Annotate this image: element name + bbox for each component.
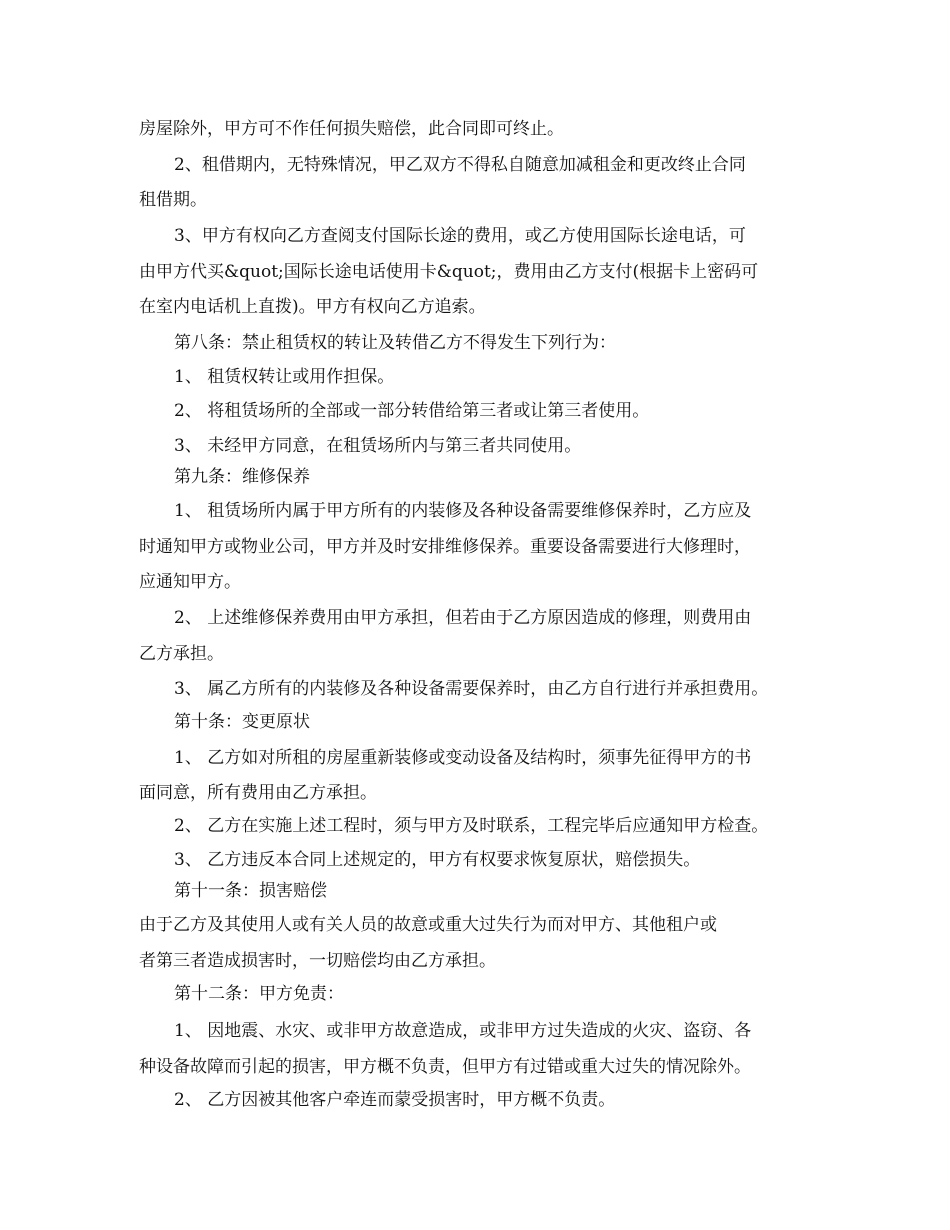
- text-line: 3、 属乙方所有的内装修及各种设备需要保养时，由乙方自行进行并承担费用。: [174, 679, 769, 699]
- text-line: 第十条：变更原状: [174, 712, 310, 732]
- text-line: 1、 租赁权转让或用作担保。: [174, 367, 395, 387]
- text-line: 第十二条：甲方免责：: [174, 984, 344, 1004]
- text-line: 应通知甲方。: [139, 572, 241, 592]
- text-line: 2、 将租赁场所的全部或一部分转借给第三者或让第三者使用。: [174, 401, 650, 421]
- text-line: 面同意，所有费用由乙方承担。: [139, 783, 377, 803]
- text-line: 乙方承担。: [139, 644, 224, 664]
- text-line: 由甲方代买&quot;国际长途电话使用卡&quot;，费用由乙方支付(根据卡上密码可: [139, 262, 759, 282]
- text-line: 2、租借期内，无特殊情况，甲乙双方不得私自随意加减租金和更改终止合同: [174, 155, 746, 175]
- text-line: 种设备故障而引起的损害，甲方概不负责，但甲方有过错或重大过失的情况除外。: [139, 1057, 751, 1077]
- text-line: 者第三者造成损害时，一切赔偿均由乙方承担。: [139, 951, 496, 971]
- text-line: 第十一条：损害赔偿: [174, 881, 327, 901]
- text-line: 2、 乙方因被其他客户牵连而蒙受损害时，甲方概不负责。: [174, 1090, 616, 1110]
- text-line: 在室内电话机上直拨)。甲方有权向乙方追索。: [139, 297, 486, 317]
- text-line: 3、 乙方违反本合同上述规定的，甲方有权要求恢复原状，赔偿损失。: [174, 850, 701, 870]
- text-line: 第八条：禁止租赁权的转让及转借乙方不得发生下列行为：: [174, 333, 616, 353]
- text-line: 第九条：维修保养: [174, 467, 310, 487]
- text-line: 3、 未经甲方同意，在租赁场所内与第三者共同使用。: [174, 436, 582, 456]
- text-line: 1、 因地震、水灾、或非甲方故意造成，或非甲方过失造成的火灾、盗窃、各: [174, 1021, 752, 1041]
- text-line: 3、甲方有权向乙方查阅支付国际长途的费用，或乙方使用国际长途电话，可: [174, 226, 746, 246]
- text-line: 1、 乙方如对所租的房屋重新装修或变动设备及结构时，须事先征得甲方的书: [174, 748, 752, 768]
- text-line: 2、 上述维修保养费用由甲方承担，但若由于乙方原因造成的修理，则费用由: [174, 608, 752, 628]
- text-line: 由于乙方及其使用人或有关人员的故意或重大过失行为而对甲方、其他租户或: [139, 915, 717, 935]
- text-line: 1、 租赁场所内属于甲方所有的内装修及各种设备需要维修保养时，乙方应及: [174, 501, 752, 521]
- text-line: 2、 乙方在实施上述工程时，须与甲方及时联系，工程完毕后应通知甲方检查。: [174, 816, 769, 836]
- text-line: 租借期。: [139, 190, 207, 210]
- text-line: 房屋除外，甲方可不作任何损失赔偿，此合同即可终止。: [139, 119, 564, 139]
- text-line: 时通知甲方或物业公司，甲方并及时安排维修保养。重要设备需要进行大修理时，: [139, 537, 751, 557]
